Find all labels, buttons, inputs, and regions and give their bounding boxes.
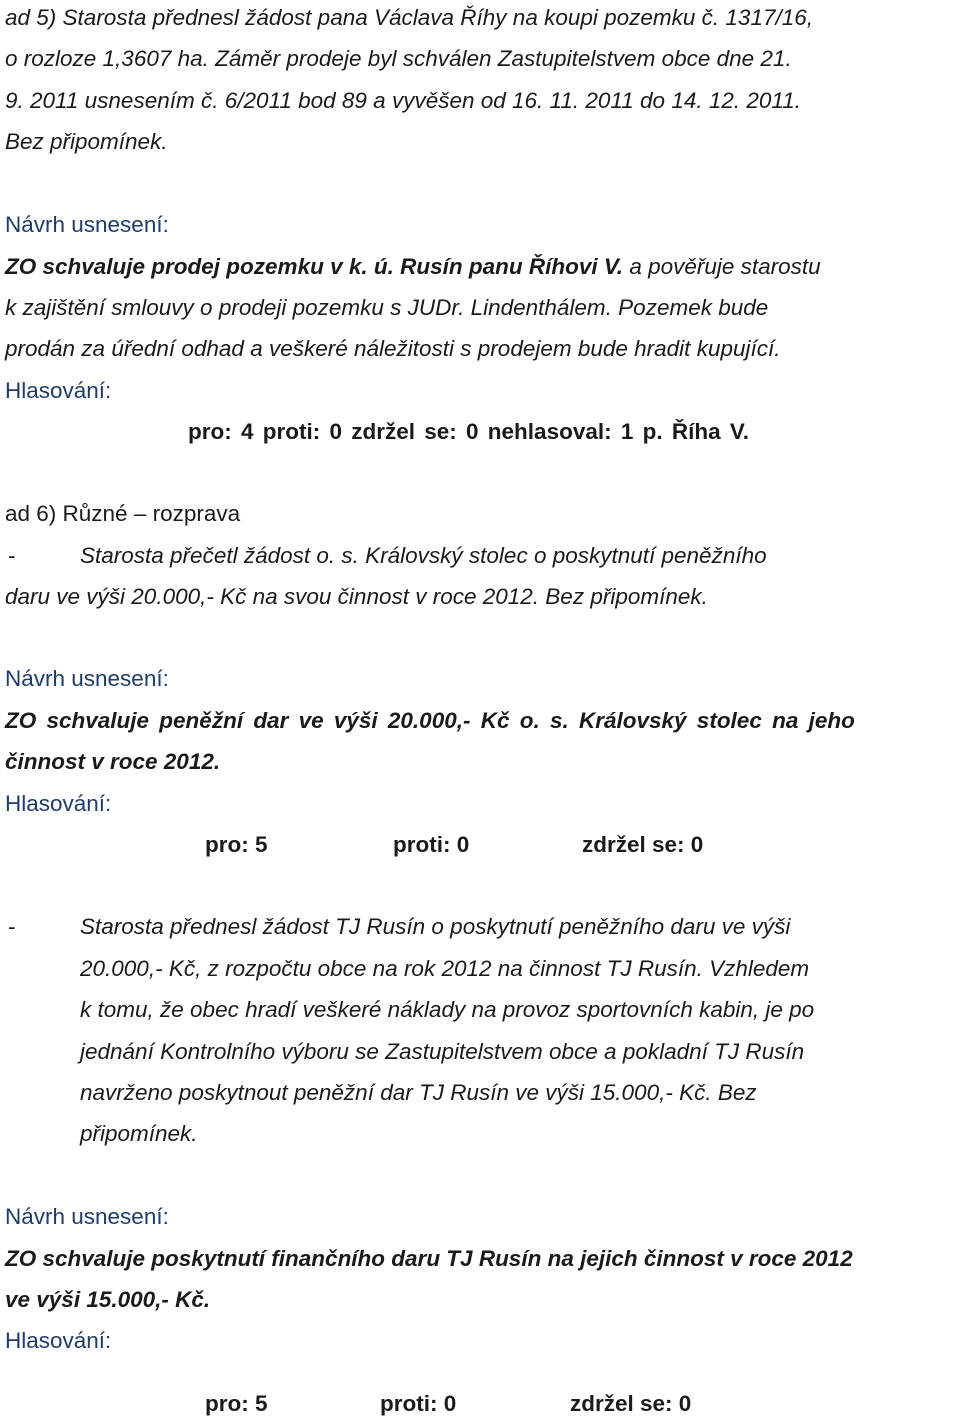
- ad6-item2-line-3: k tomu, že obec hradí veškeré náklady na provoz sportovních kabin, je po: [80, 997, 815, 1022]
- ad6-item2-votes-proti: proti: 0: [380, 1391, 457, 1416]
- ad5-intro-line-1: ad 5) Starosta přednesl žádost pana Václava Říhy na koupi pozemku č. 1317/16,: [5, 5, 814, 30]
- ad5-resolution-line-2: k zajištění smlouvy o prodeji pozemku s JUDr. Lindenthálem. Pozemek bude: [5, 295, 769, 320]
- ad6-item2-resolution-line-1: ZO schvaluje poskytnutí finančního daru TJ Rusín na jejich činnost v roce 2012: [5, 1246, 853, 1271]
- ad6-item1-resolution-line-2: činnost v roce 2012.: [5, 749, 221, 774]
- ad6-item2-voting-heading: Hlasování:: [5, 1328, 112, 1353]
- ad6-item2-line-4: jednání Kontrolního výboru se Zastupitelstvem obce a pokladní TJ Rusín: [80, 1039, 805, 1064]
- ad6-item2-votes-zdrzel: zdržel se: 0: [570, 1391, 692, 1416]
- ad6-item2-line-2: 20.000,- Kč, z rozpočtu obce na rok 2012 na činnost TJ Rusín. Vzhledem: [80, 956, 810, 981]
- ad5-resolution-italic: a pověřuje starostu: [629, 254, 821, 279]
- ad6-item2-resolution-line-2: ve výši 15.000,- Kč.: [5, 1287, 211, 1312]
- ad5-votes: pro: 4 proti: 0 zdržel se: 0 nehlasoval: 1 p. Říha V.: [188, 419, 750, 444]
- ad6-item2-bullet: -: [8, 914, 16, 939]
- ad5-intro-line-2: o rozloze 1,3607 ha. Záměr prodeje byl schválen Zastupitelstvem obce dne 21.: [5, 46, 792, 71]
- ad6-item2-line-1: Starosta přednesl žádost TJ Rusín o poskytnutí peněžního daru ve výši: [80, 914, 791, 939]
- ad6-item1-votes-proti: proti: 0: [393, 832, 470, 857]
- ad6-item1-resolution-line-1: ZO schvaluje peněžní dar ve výši 20.000,- Kč o. s. Královský stolec na jeho: [5, 708, 855, 733]
- ad6-item1-line-2: daru ve výši 20.000,- Kč na svou činnost v roce 2012. Bez připomínek.: [5, 584, 708, 609]
- ad6-item1-votes-pro: pro: 5: [205, 832, 268, 857]
- ad6-item2-line-5: navrženo poskytnout peněžní dar TJ Rusín ve výši 15.000,- Kč. Bez: [80, 1080, 757, 1105]
- ad5-intro-line-4: Bez připomínek.: [5, 129, 168, 154]
- ad6-item1-line-1: Starosta přečetl žádost o. s. Královský stolec o poskytnutí peněžního: [80, 543, 767, 568]
- ad5-resolution-bold: ZO schvaluje prodej pozemku v k. ú. Rusín panu Říhovi V.: [5, 254, 624, 279]
- ad6-item2-line-6: připomínek.: [80, 1121, 198, 1146]
- ad5-proposal-heading: Návrh usnesení:: [5, 212, 169, 237]
- ad5-voting-heading: Hlasování:: [5, 378, 112, 403]
- ad6-item2-votes-pro: pro: 5: [205, 1391, 268, 1416]
- ad6-heading: ad 6) Různé – rozprava: [5, 501, 241, 526]
- ad6-item1-proposal-heading: Návrh usnesení:: [5, 666, 169, 691]
- ad5-resolution-line-1: [5, 253, 821, 281]
- ad5-intro-line-3: 9. 2011 usnesením č. 6/2011 bod 89 a vyvěšen od 16. 11. 2011 do 14. 12. 2011.: [5, 88, 802, 113]
- ad5-resolution-line-3: prodán za úřední odhad a veškeré náležitosti s prodejem bude hradit kupující.: [5, 336, 781, 361]
- ad6-item2-proposal-heading: Návrh usnesení:: [5, 1204, 169, 1229]
- ad6-item1-votes-zdrzel: zdržel se: 0: [582, 832, 704, 857]
- ad6-item1-voting-heading: Hlasování:: [5, 791, 112, 816]
- ad6-item1-bullet: -: [8, 543, 16, 568]
